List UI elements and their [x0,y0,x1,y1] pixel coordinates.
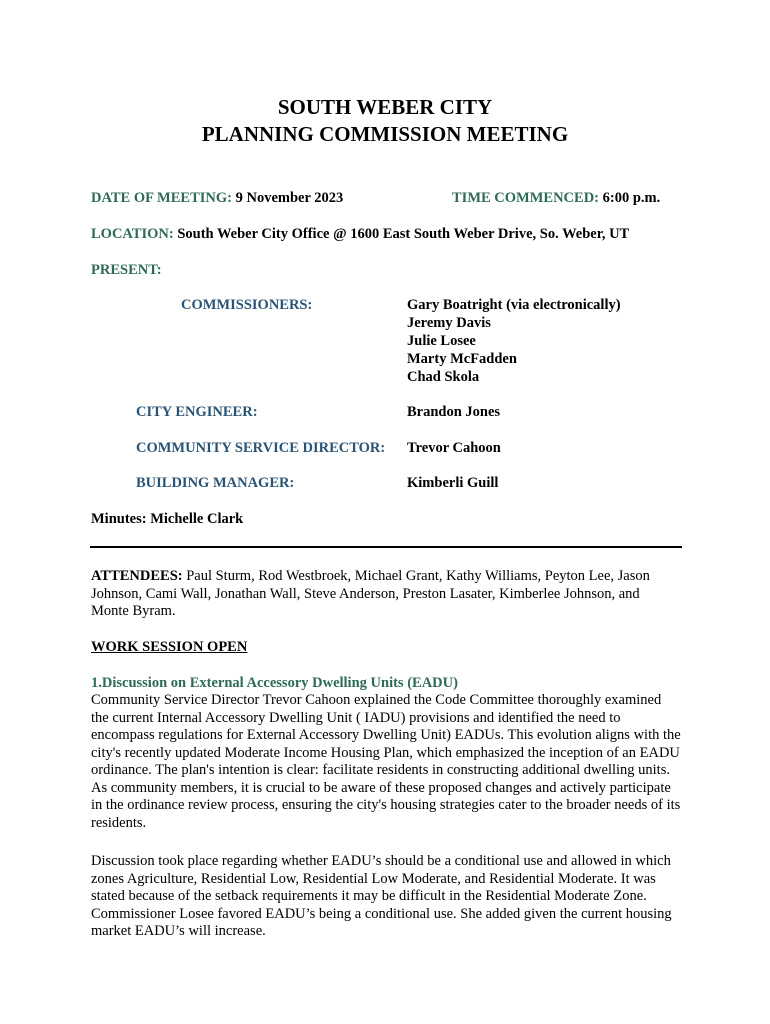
present-label: PRESENT: [91,262,162,278]
time-value: 6:00 p.m. [602,190,661,206]
commissioners-list [407,296,621,386]
city-engineer-value: Brandon Jones [407,404,501,420]
meeting-time [452,190,660,207]
commissioner-name: Julie Losee [407,333,476,349]
agenda-item-1-paragraph-2: Discussion took place regarding whether EADU’s should be a conditional use and allowed in which zones Agriculture, Residential Low, Residential Low Moderate, and Residential Moderate. It was stated because of the setback requirements it may be difficult in the Residential Moderate Zone. Commissioner Losee favored EADU’s being a conditional use. She added given the current housing market EADU’s will increase. [91,853,672,939]
commissioner-name: Marty McFadden [407,351,517,367]
commissioners-label: COMMISSIONERS: [181,297,313,313]
community-service-director-label: COMMUNITY SERVICE DIRECTOR: [136,440,386,456]
agenda-item-1-heading: 1.Discussion on External Accessory Dwelling Units (EADU) [91,675,458,691]
community-service-director-value: Trevor Cahoon [407,440,501,456]
work-session-heading: WORK SESSION OPEN [91,639,248,655]
minutes-taker: Minutes: Michelle Clark [91,511,244,527]
building-manager-value: Kimberli Guill [407,475,499,491]
date-value: 9 November 2023 [235,190,344,206]
city-engineer-label: CITY ENGINEER: [136,404,258,420]
meeting-location [91,226,629,243]
attendees-list: Paul Sturm, Rod Westbroek, Michael Grant, Kathy Williams, Peyton Lee, Jason Johnson, Cami Wall, Jonathan Wall, Steve Anderson, Preston Lasater, Kimberlee Johnson, and Monte Byram. [91,568,650,619]
commissioner-name: Jeremy Davis [407,315,491,331]
document-title-line2: PLANNING COMMISSION MEETING [201,122,569,146]
attendees [91,568,681,621]
time-label: TIME COMMENCED: [452,190,600,206]
section-divider [90,546,682,548]
agenda-item-1-paragraph-1: Community Service Director Trevor Cahoon explained the Code Committee thoroughly examined the current Internal Accessory Dwelling Unit ( IADU) provisions and identified the need to encompass regulations for External Accessory Dwelling Unit) EADUs. This evolution aligns with the city's recently updated Moderate Income Housing Plan, which emphasized the inception of an EADU ordinance. The plan's intention is clear: facilitate residents in constructing additional dwelling units. As community members, it is crucial to be aware of these proposed changes and actively participate in the ordinance review process, ensuring the city's housing strategies cater to the broader needs of its residents. [91,692,681,831]
building-manager-label: BUILDING MANAGER: [136,475,295,491]
location-label: LOCATION: [91,226,174,242]
attendees-label: ATTENDEES: [91,568,183,584]
date-label: DATE OF MEETING: [91,190,232,206]
meeting-date [91,190,343,207]
location-value: South Weber City Office @ 1600 East South Weber Drive, So. Weber, UT [177,226,630,242]
commissioner-name: Gary Boatright (via electronically) [407,297,621,313]
document-title-line1: SOUTH WEBER CITY [277,95,493,119]
commissioner-name: Chad Skola [407,369,480,385]
